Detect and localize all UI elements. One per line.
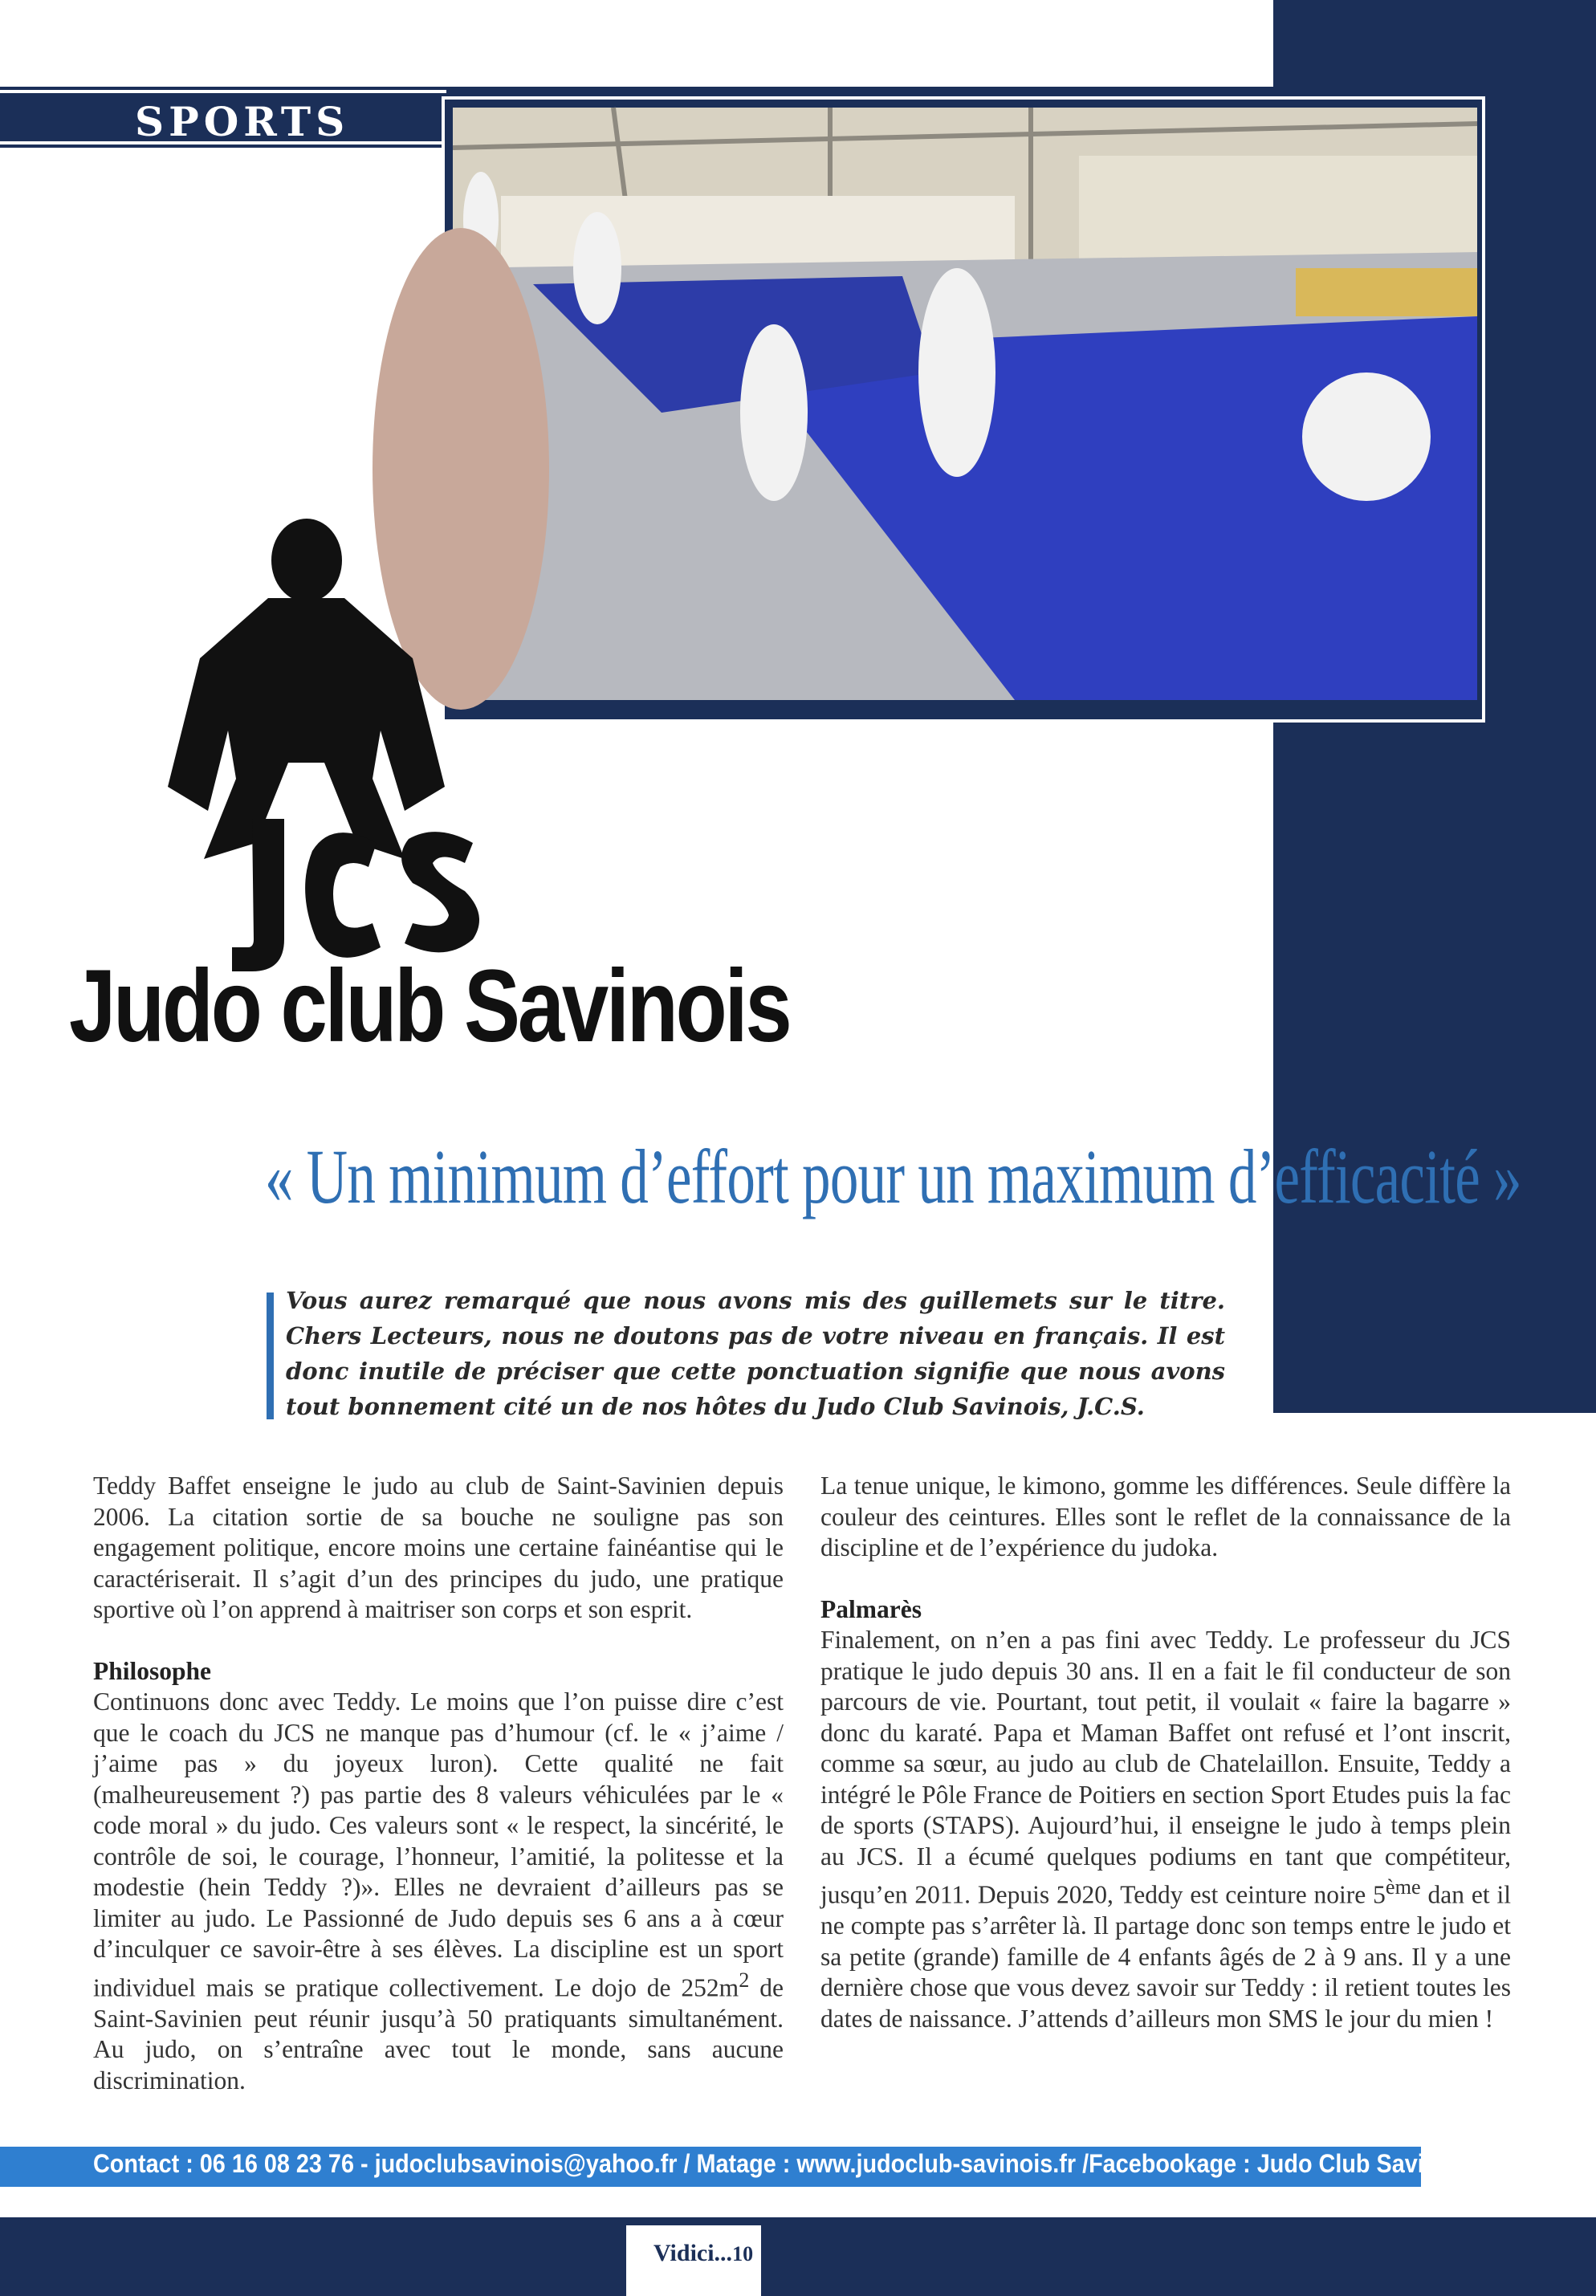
page-number: 10 xyxy=(732,2242,754,2265)
article-paragraph: Continuons donc avec Teddy. Le moins que l’on puisse dire c’est que le coach du JCS ne manque pas d’humour (cf. le « j’aime / j’aime pas » du joyeux luron). Cette qualité ne fait (malheureusement ?) pas partie des 8 valeurs véhiculées par le « code moral » du judo. Ces valeurs sont « le respect, la sincérité, le contrôle de soi, le courage, l’honneur, l’amitié, la politesse et la modestie (hein Teddy ?)». Elles ne devraient d’ailleurs pas se limiter au judo. Le Passionné de Judo depuis ses 6 ans a à cœur d’inculquer ce savoir-être à ses élèves. La discipline est un sport individuel mais se pratique collectivement. Le dojo de $252m^2$ de Saint-Savinien peut réunir jusqu’à 50 pratiquants simultanément. Au judo, on s’entraîne avec tout le monde, sans aucune discrimination. xyxy=(93,1687,784,2094)
intro-accent-bar xyxy=(267,1293,274,1419)
superscript: ème xyxy=(1385,1875,1421,1899)
footer-band xyxy=(0,2217,1596,2296)
judoka-silhouette-icon xyxy=(168,519,445,859)
article-paragraph: Finalement, on n’en a pas fini avec Teddy. Le professeur du JCS pratique le judo depuis 30 ans. Il en a fait le fil conducteur de son parcours de vie. Pourtant, tout petit, il voulait « faire la bagarre » donc du karaté. Papa et Maman Baffet ont refusé et l’ont inscrit, comme sa sœur, au judo au club de Chatelaillon. Ensuite, Teddy a intégré le Pôle France de Poitiers en section Sport Etudes puis la fac de sports (STAPS). Aujourd’hui, il enseigne le judo à temps plein au JCS. Il a écumé quelques podiums en tant que compétiteur, jusqu’en 2011. Depuis 2020, Teddy est ceinture noire 5ème dan et il ne compte pas s’arrêter là. Il partage donc son temps entre le judo et sa petite (grande) famille de 4 enfants âgés de 2 à 9 ans. Il y a une dernière chose que vous devez savoir sur Teddy : il retient toutes les dates de naissance. J’attends d’ailleurs mon SMS le jour du mien ! xyxy=(820,1626,1511,2033)
article-column-right xyxy=(820,1471,1511,2034)
logo-text: JCS xyxy=(67,511,88,525)
club-name: Judo club Savinois xyxy=(69,949,790,1064)
contact-line: Contact : 06 16 08 23 76 - judoclubsavinois@yahoo.fr / Matage : www.judoclub-savinois.fr /Facebookage : Judo Club Savinois xyxy=(93,2149,1472,2178)
article-paragraph: Teddy Baffet enseigne le judo au club de Saint-Savinien depuis 2006. La citation sortie de sa bouche ne souligne pas son engagement politique, encore moins une certaine fainéantise qui le caractériserait. Il s’agit d’un des principes du judo, une pratique sportive où l’on apprend à maitriser son corps et son esprit. xyxy=(93,1472,784,1623)
section-tab xyxy=(0,90,446,145)
magazine-name: Vidici... xyxy=(653,2240,733,2266)
subheading-philosophe: Philosophe xyxy=(93,1656,212,1685)
headline-quote: « Un minimum d’effort pour un maximum d’efficacité » xyxy=(265,1134,1521,1219)
footer-label xyxy=(653,2240,753,2267)
article-column-left xyxy=(93,1471,784,2096)
intro-paragraph: Vous aurez remarqué que nous avons mis des guillemets sur le titre. Chers Lecteurs, nous ne doutons pas de votre niveau en français. Il est donc inutile de préciser que cette ponctuation signifie que nous avons tout bonnement cité un de nos hôtes du Judo Club Savinois, J.C.S. xyxy=(286,1287,1225,1420)
article-paragraph: La tenue unique, le kimono, gomme les différences. Seule diffère la couleur des ceintures. Elles sont le reflet de la connaissance de la discipline et de l’expérience du judoka. xyxy=(820,1472,1511,1561)
subheading-palmares: Palmarès xyxy=(820,1594,922,1623)
superscript: 2 xyxy=(739,1968,750,1992)
section-title: SPORTS xyxy=(135,98,350,145)
